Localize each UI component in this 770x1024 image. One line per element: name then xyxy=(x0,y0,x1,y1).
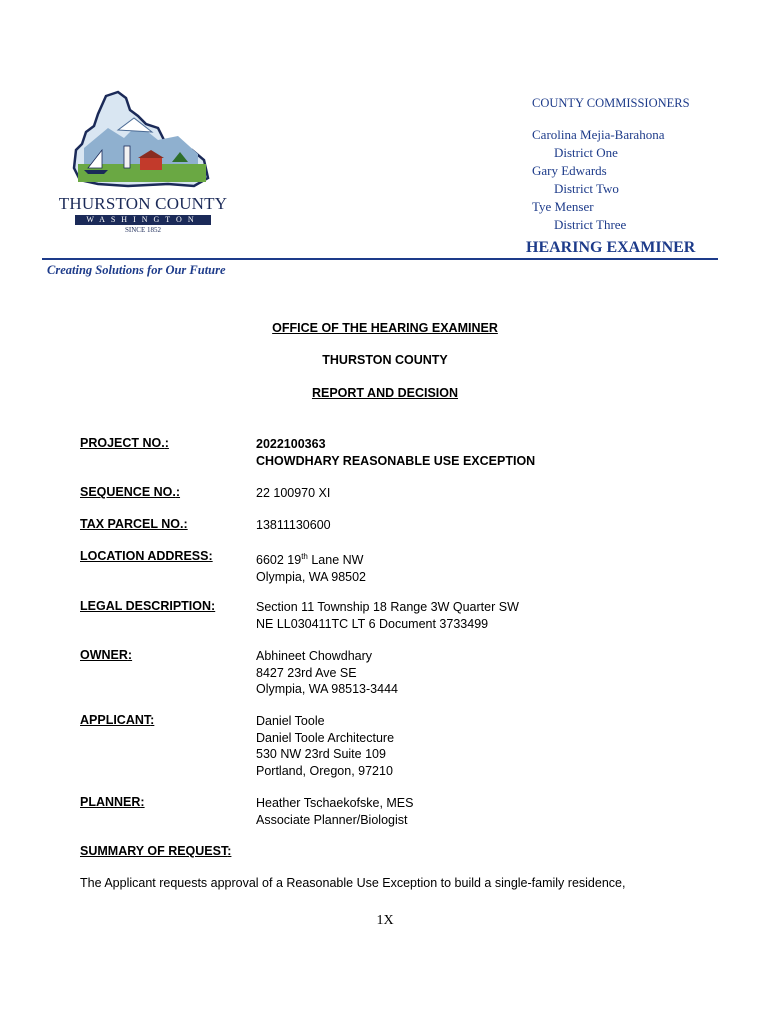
legal-description-value xyxy=(256,599,696,632)
owner-line: Abhineet Chowdhary xyxy=(256,649,373,663)
summary-text: The Applicant requests approval of a Reasonable Use Exception to build a single-family residence, xyxy=(80,876,626,890)
logo-state-bar: WASHINGTON xyxy=(75,215,211,225)
project-name: CHOWDHARY REASONABLE USE EXCEPTION xyxy=(256,453,536,468)
project-value xyxy=(256,436,696,469)
owner-value xyxy=(256,648,696,698)
logo-county-name: THURSTON COUNTY xyxy=(58,194,228,213)
commissioner-district: District One xyxy=(554,145,618,160)
commissioner-name: Gary Edwards xyxy=(532,163,607,178)
commissioner-name: Carolina Mejia-Barahona xyxy=(532,127,665,142)
commissioner-name: Tye Menser xyxy=(532,199,594,214)
applicant-label: APPLICANT: xyxy=(80,713,155,727)
sequence-label: SEQUENCE NO.: xyxy=(80,485,181,499)
report-title: REPORT AND DECISION xyxy=(311,386,459,400)
location-label: LOCATION ADDRESS: xyxy=(80,549,213,563)
legal-description-label: LEGAL DESCRIPTION: xyxy=(80,599,216,613)
sequence-value: 22 100970 XI xyxy=(256,486,331,500)
project-number: 2022100363 xyxy=(256,437,326,451)
location-line2: Olympia, WA 98502 xyxy=(256,569,367,584)
tax-parcel-label: TAX PARCEL NO.: xyxy=(80,517,188,531)
office-heading: OFFICE OF THE HEARING EXAMINER xyxy=(272,321,498,335)
commissioner-district: District Three xyxy=(554,217,627,232)
project-label: PROJECT NO.: xyxy=(80,436,169,450)
planner-line: Heather Tschaekofske, MES xyxy=(256,796,414,810)
commissioners-title: COUNTY COMMISSIONERS xyxy=(532,96,690,110)
applicant-line: Daniel Toole xyxy=(256,714,325,728)
summary-label: SUMMARY OF REQUEST: xyxy=(80,844,232,858)
location-line1: 6602 19th Lane NW xyxy=(256,552,364,568)
legal-line2: NE LL030411TC LT 6 Document 3733499 xyxy=(256,616,489,631)
applicant-line: Daniel Toole Architecture xyxy=(256,730,395,745)
planner-value xyxy=(256,795,696,828)
tagline: Creating Solutions for Our Future xyxy=(47,263,226,277)
owner-line: 8427 23rd Ave SE xyxy=(256,665,357,680)
county-logo xyxy=(48,88,248,238)
applicant-line: 530 NW 23rd Suite 109 xyxy=(256,747,386,761)
planner-label: PLANNER: xyxy=(80,795,145,809)
commissioners-block xyxy=(532,94,690,234)
county-map-emblem-icon xyxy=(68,88,218,192)
department-title: HEARING EXAMINER xyxy=(526,239,696,256)
planner-line: Associate Planner/Biologist xyxy=(256,812,408,827)
logo-since: SINCE 1852 xyxy=(125,226,161,234)
applicant-value xyxy=(256,713,696,779)
applicant-line: Portland, Oregon, 97210 xyxy=(256,763,393,778)
legal-line1: Section 11 Township 18 Range 3W Quarter SW xyxy=(256,600,519,614)
location-value xyxy=(256,549,696,585)
county-heading: THURSTON COUNTY xyxy=(322,353,448,367)
commissioner-district: District Two xyxy=(554,181,619,196)
owner-line: Olympia, WA 98513-3444 xyxy=(256,682,398,696)
header-divider xyxy=(42,258,718,260)
tax-parcel-value: 13811130600 xyxy=(256,518,331,532)
owner-label: OWNER: xyxy=(80,648,133,662)
page-number: 1X xyxy=(376,913,394,928)
